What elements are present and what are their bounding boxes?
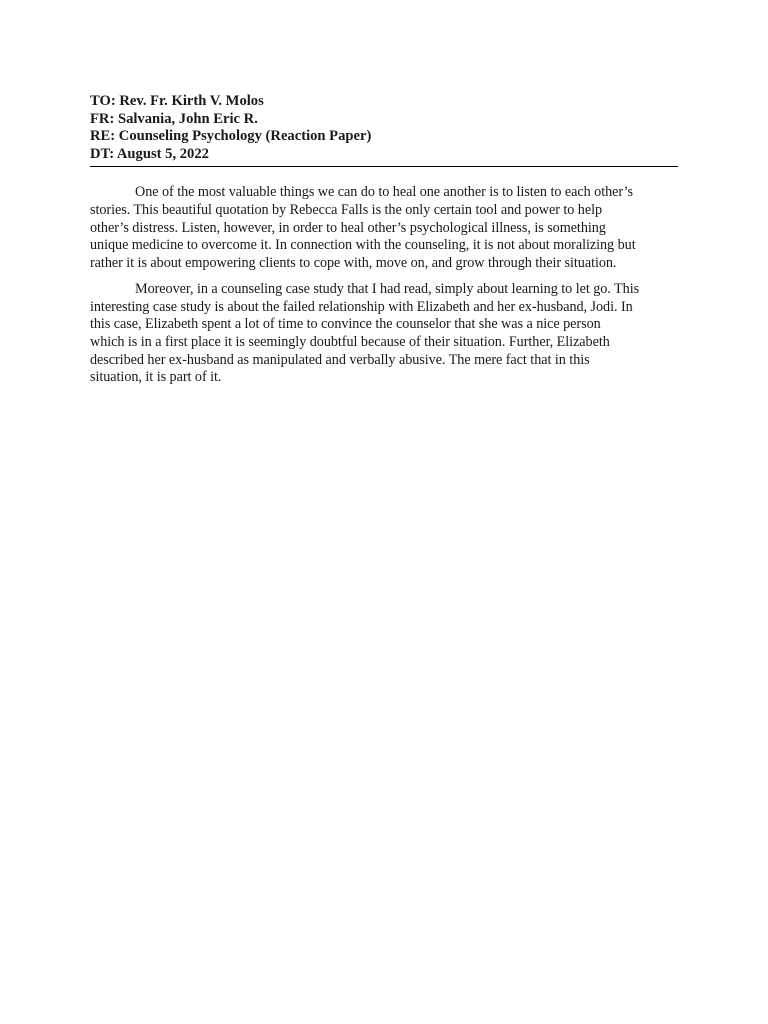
paragraph-line: this case, Elizabeth spent a lot of time to convince the counselor that she was a nice person <box>90 316 601 333</box>
memo-date-line: DT: August 5, 2022 <box>90 145 209 162</box>
paragraph-2 <box>90 281 678 387</box>
paragraph-line: stories. This beautiful quotation by Rebecca Falls is the only certain tool and power to help <box>90 202 603 219</box>
header-divider <box>90 166 678 167</box>
memo-to-line: TO: Rev. Fr. Kirth V. Molos <box>90 93 264 109</box>
paragraph-line: Moreover, in a counseling case study that I had read, simply about learning to let go. This <box>135 280 640 297</box>
memo-from-line: FR: Salvania, John Eric R. <box>90 110 258 127</box>
paragraph-line: One of the most valuable things we can do to heal one another is to listen to each other’s <box>135 184 633 201</box>
paragraph-line: other’s distress. Listen, however, in order to heal other’s psychological illness, is something <box>90 219 606 236</box>
paragraph-line: unique medicine to overcome it. In connection with the counseling, it is not about moralizing but <box>90 237 636 254</box>
memo-header <box>90 93 678 163</box>
memo-subject-line: RE: Counseling Psychology (Reaction Paper) <box>90 128 372 145</box>
paragraph-line: interesting case study is about the failed relationship with Elizabeth and her ex-husband, Jodi. In <box>90 298 633 315</box>
paragraph-line: described her ex-husband as manipulated and verbally abusive. The mere fact that in this <box>90 351 590 368</box>
paragraph-line: which is in a first place it is seemingly doubtful because of their situation. Further, Elizabeth <box>90 334 610 350</box>
paragraph-1 <box>90 184 678 273</box>
paragraph-line: situation, it is part of it. <box>90 369 222 386</box>
document-body <box>90 184 678 387</box>
paragraph-line: rather it is about empowering clients to cope with, move on, and grow through their situation. <box>90 255 617 272</box>
document-page <box>90 93 678 395</box>
